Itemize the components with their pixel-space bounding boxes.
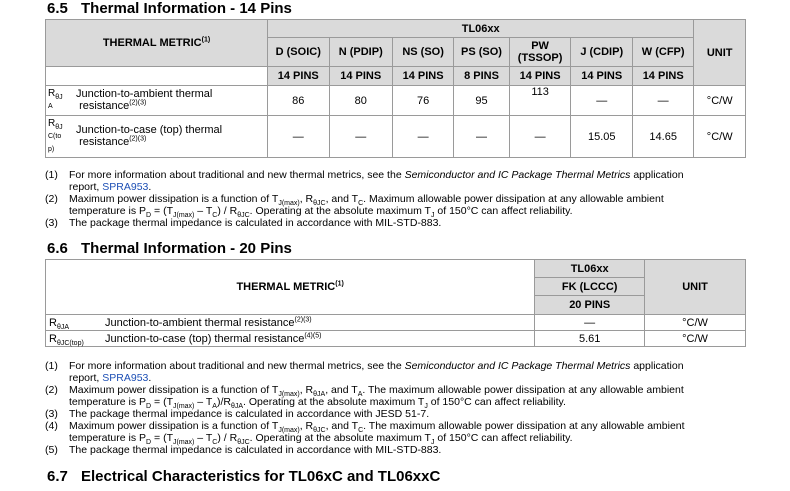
pins-header: 14 PINS (268, 67, 330, 86)
unit-header: UNIT (645, 260, 746, 315)
pins-header: 14 PINS (571, 67, 633, 86)
section-title: Thermal Information - 20 Pins (81, 240, 292, 257)
metric-description: Junction-to-case (top) thermal resistance (105, 332, 305, 345)
value-cell: — (509, 116, 571, 158)
value-cell: 15.05 (571, 116, 633, 158)
pins-header: 14 PINS (329, 67, 392, 86)
pins-header: 20 PINS (535, 296, 645, 315)
value-cell: — (268, 116, 330, 158)
metric-symbol: $R_{\theta J}$ A (48, 88, 63, 110)
unit-cell: °C/W (694, 116, 746, 158)
section-heading-6-7 (47, 468, 440, 485)
footnote: (2) Maximum power dissipation is a function of $T_{J(max)}$, $R_{\theta JA}$, and $T_A$. The maximum allowable power dissipation at any allowable ambient temperature is $P_D = (T_{J(max)} - T_A)/R_{\theta JA}$. Operating at the absolute maximum $T_J$ of 150°C can affect reliability. (45, 384, 684, 411)
thermal-metric-header: THERMAL METRIC$^{(1)}$ (46, 20, 268, 67)
package-header: W (CFP) (632, 38, 693, 67)
value-cell: 113 (509, 86, 571, 116)
metric-description: Junction-to-ambient thermal resistance$^{(2)(3)}$ (76, 88, 213, 112)
section-number: 6.6 (47, 240, 68, 257)
package-header: PS (SO) (454, 38, 509, 67)
pins-header: 14 PINS (509, 67, 571, 86)
metric-cell: $R_{\theta JC(top)}$ Junction-to-case (top) thermal resistance$^{(4)(5)}$ (46, 331, 535, 347)
pins-header: 8 PINS (454, 67, 509, 86)
unit-cell: °C/W (645, 331, 746, 347)
value-cell: — (392, 116, 453, 158)
device-header: TL06xx (268, 20, 694, 38)
pins-header: 14 PINS (632, 67, 693, 86)
value-cell: — (454, 116, 509, 158)
value-cell: — (632, 86, 693, 116)
section-title: Thermal Information - 14 Pins (81, 0, 292, 17)
footnote: (3) The package thermal impedance is calculated in accordance with JESD 51-7. (45, 408, 430, 420)
value-cell: 76 (392, 86, 453, 116)
package-header: NS (SO) (392, 38, 453, 67)
footnote: (4) Maximum power dissipation is a function of $T_{J(max)}$, $R_{\theta JC}$, and $T_C$. The maximum allowable power dissipation at any allowable ambient temperature is $P_D = (T_{J(max)} - T_C) / R_{\theta JC}$. Operating at the absolute maximum $T_J$ of 150°C can affect reliability. (45, 420, 685, 447)
unit-cell: °C/W (645, 315, 746, 331)
value-cell: 14.65 (632, 116, 693, 158)
device-header: TL06xx (535, 260, 645, 278)
value-cell: 95 (454, 86, 509, 116)
package-header: D (SOIC) (268, 38, 330, 67)
footnote: (3) The package thermal impedance is calculated in accordance with MIL-STD-883. (45, 217, 442, 229)
metric-description: Junction-to-case (top) thermal resistance$^{(2)(3)}$ (76, 123, 223, 148)
metric-cell (46, 86, 268, 116)
value-cell: 5.61 (535, 331, 645, 347)
section-number: 6.7 (47, 468, 68, 485)
section-title: Electrical Characteristics for TL06xC and TL06xxC (81, 468, 441, 485)
value-cell: — (535, 315, 645, 331)
thermal-metric-header: THERMAL METRIC$^{(1)}$ (46, 260, 535, 315)
spra953-link[interactable]: SPRA953 (102, 372, 149, 384)
package-header: PW (TSSOP) (509, 38, 571, 67)
footnote: (5) The package thermal impedance is calculated in accordance with MIL-STD-883. (45, 444, 442, 456)
footnote: (1) For more information about traditional and new thermal metrics, see the Semiconductor and IC Package Thermal Metrics application report, SPRA953. (45, 360, 684, 384)
table-row (46, 86, 746, 116)
metric-symbol: $R_{\theta JC(top)}$ (49, 332, 84, 347)
value-cell: 86 (268, 86, 330, 116)
unit-cell: °C/W (694, 86, 746, 116)
value-cell: — (571, 86, 633, 116)
pins-header: 14 PINS (392, 67, 453, 86)
footnotes-6-6 (45, 360, 759, 456)
thermal-table-20-pins (45, 259, 746, 347)
section-heading-6-6 (47, 240, 292, 257)
section-heading-6-5 (47, 0, 292, 17)
section-number: 6.5 (47, 0, 68, 17)
package-header: J (CDIP) (571, 38, 633, 67)
unit-header: UNIT (694, 20, 746, 86)
value-cell: 80 (329, 86, 392, 116)
metric-cell: $R_{\theta JA}$ Junction-to-ambient thermal resistance$^{(2)(3)}$ (46, 315, 535, 331)
footnotes-6-5 (45, 169, 759, 229)
table-row (46, 315, 746, 331)
thermal-table-14-pins (45, 19, 746, 158)
footnote: (1) For more information about traditional and new thermal metrics, see the Semiconductor and IC Package Thermal Metrics application report, SPRA953. (45, 169, 684, 193)
metric-symbol: $R_{\theta JA}$ (49, 316, 70, 331)
value-cell: — (329, 116, 392, 158)
table-row (46, 116, 746, 158)
metric-cell (46, 116, 268, 158)
metric-symbol: $R_{\theta J}$ C(to p) (48, 117, 63, 153)
footnote: (2) Maximum power dissipation is a function of $T_{J(max)}$, $R_{\theta JC}$, and $T_C$. Maximum allowable power dissipation at any allowable ambient temperature is $P_D = (T_{J(max)} - T_C) / R_{\theta JC}$. Operating at the absolute maximum $T_J$ of 150°C can affect reliability. (45, 193, 664, 220)
package-header: N (PDIP) (329, 38, 392, 67)
spra953-link[interactable]: SPRA953 (102, 181, 149, 193)
metric-description: Junction-to-ambient thermal resistance (105, 316, 295, 329)
table-row (46, 331, 746, 347)
package-header: FK (LCCC) (535, 278, 645, 296)
